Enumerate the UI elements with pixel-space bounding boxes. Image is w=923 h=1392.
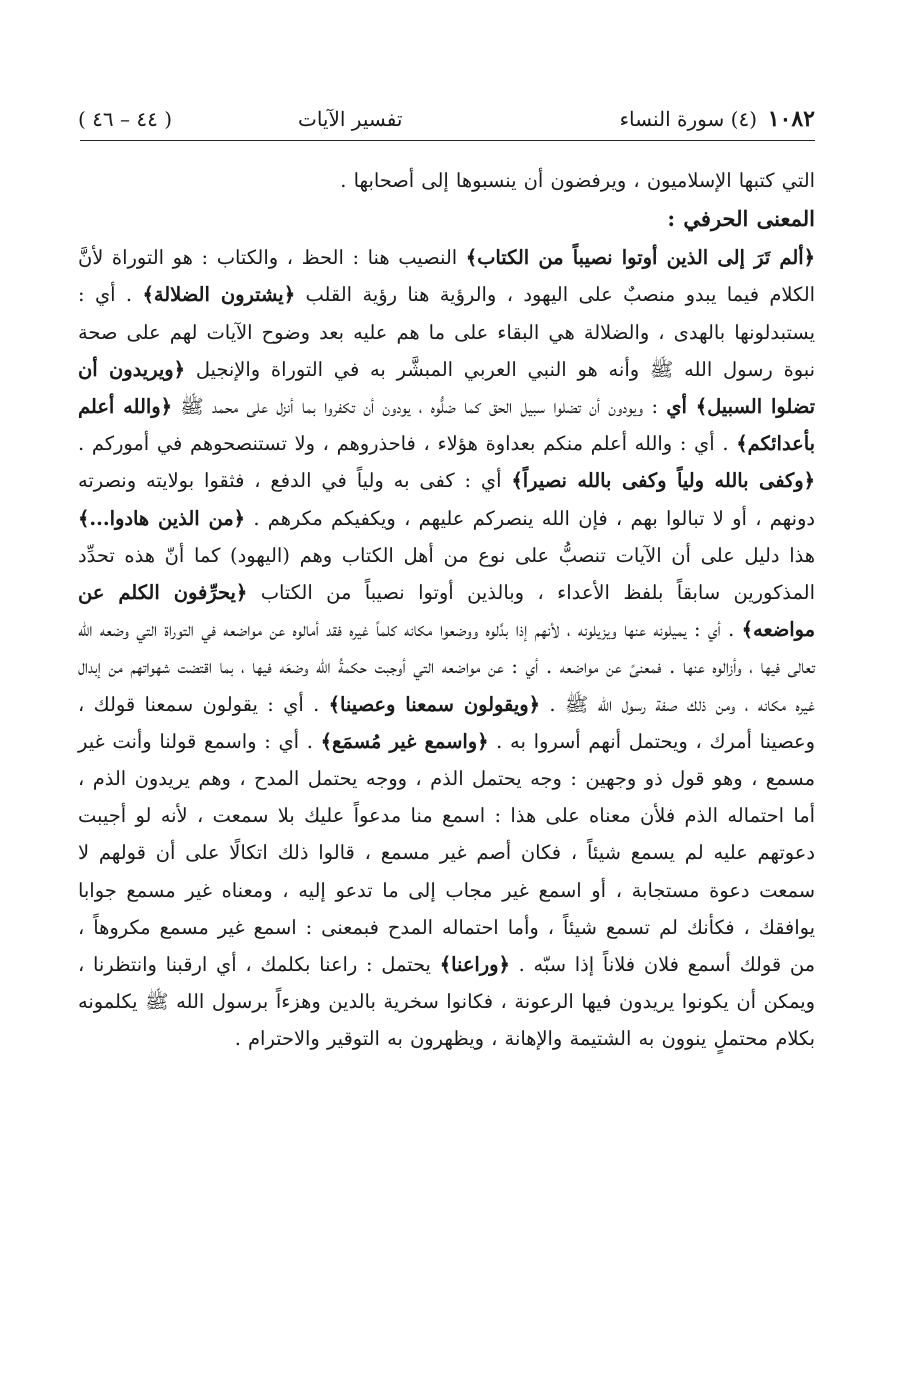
surah-title: (٤) سورة النساء <box>619 107 757 131</box>
verse-quote: ﴿والله أعلم بأعدائكم﴾ <box>78 395 815 456</box>
header-divider <box>80 140 815 141</box>
verse-quote: ﴿ويقولون سمعنا وعصينا﴾ <box>328 692 540 716</box>
commentary-text: هذا دليل على أن الآيات تنصبُّ على نوع من أهل الكتاب وهم (اليهود) كما أنّ هذه تحدِّد المذكورين سابقاً بلفظ الأعداء ، وبالذين أوتوا نصيباً من الكتاب <box>78 543 815 605</box>
commentary-text: . أي : يقولون سمعنا قولك ، وعصينا أمرك ، ويحتمل أنهم أسروا به . <box>78 692 815 753</box>
intro-paragraph: التي كتبها الإسلاميون ، ويرفضون أن ينسبوها إلى أصحابها . <box>340 169 815 192</box>
verse-quote: ﴿ألم تَرَ إلى الذين أوتوا نصيباً من الكتاب﴾ <box>465 246 815 270</box>
commentary-paragraph <box>78 239 815 1057</box>
commentary-text: . أي : واسمع قولنا وأنت غير مسمع ، وهو قول ذو وجهين : وجه يحتمل الذم ، ووجه يحتمل المدح ، وهم يريدون الذم ، أما احتماله الذم فلأن معناه على هذا : اسمع منا مدعواً عليك بلا سمعت ، لأنه لو أجيبت دعوتهم عليه لم يسمع شيئاً ، فكان أصم غير مسمع ، قالوا ذلك اتكالًا على أن قولهم لا سمعت دعوة مستجابة ، أو اسمع غير مجاب إلى ما تدعو إليه ، ومعناه غير مسمع جوابا يوافقك ، فكأنك لم تسمع شيئاً ، وأما احتماله المدح فبمعنى : اسمع غير مسمع مكروهاً ، من قولك أسمع فلان فلاناً إذا سبّه . <box>78 729 815 977</box>
section-heading: المعنى الحرفي : <box>667 206 815 232</box>
page-number: ١٠٨٢ <box>767 106 815 132</box>
verse-quote: ﴿يشترون الضلالة﴾ <box>142 283 296 307</box>
verse-quote: ﴿ويريدون أن تضلوا السبيل﴾ أي <box>78 357 816 419</box>
page-body <box>78 162 815 1058</box>
commentary-text: يحتمل : راعنا بكلمك ، أي ارقبنا وانتظرنا ، ويمكن أن يكونوا يريدون فيها الرعونة ، فكانوا سخرية بالدين وهزءاً برسول الله ﷺ يكلمونه بكلام محتملٍ ينوون به الشتيمة والإهانة ، ويظهرون به التوقير والاحترام . <box>78 953 815 1051</box>
verse-range: ( ٤٤ – ٤٦ ) <box>78 107 173 131</box>
commentary-text: النصيب هنا : الحظ ، والكتاب : هو التوراة لأنَّ الكلام فيما يبدو منصبٌ على اليهود ، والرؤية هنا رؤية القلب <box>78 246 816 307</box>
section-title: تفسير الآيات <box>298 107 403 131</box>
verse-quote: ﴿من الذين هادوا...﴾ <box>78 506 246 530</box>
commentary-text: . أي : يميلونه عنها ويزيلونه ، لأنهم إذا بدَّلوه ووضعوا مكانه كلماً غيره فقد أمالوه عن مواضعه في التوراة التي وضعه الله تعالى فيها ، وأزالوه عنها . فمعنىً عن مواضعه . أي : عن مواضعه التي أوجبت حكمةُ الله وضعَه فيها ، بما اقتضت شهواتهم من إبدال غيره مكانه ، ومن ذلك صفة رسول الله ﷺ . <box>78 618 815 716</box>
commentary-text: أي : كفى به ولياً في الدفع ، فثقوا بولايته ونصرته دونهم ، أو لا تبالوا بهم ، فإن الله ينصركم عليهم ، ويكفيكم مكرهم . <box>78 469 815 530</box>
commentary-text: : ويودون أن تضلوا سبيل الحق كما ضلُّوه ، يودون أن تكفروا بما أنزل على محمد ﷺ <box>172 395 667 419</box>
commentary-text: . أي : والله أعلم منكم بعداوة هؤلاء ، فاحذروهم ، ولا تستنصحوهم في أموركم . <box>78 432 737 456</box>
commentary-text: . أي : يستبدلونها بالهدى ، والضلالة هي البقاء على ما هم عليه بعد وضوح الآيات لهم على صحة نبوة رسول الله ﷺ وأنه هو النبي العربي المبشَّر به في التوراة والإنجيل <box>78 283 815 381</box>
verse-quote: ﴿يحرِّفون الكلم عن مواضعه﴾ <box>78 581 815 642</box>
verse-quote: ﴿وكفى بالله ولياً وكفى بالله نصيراً﴾ <box>511 469 815 493</box>
verse-quote: ﴿واسمع غير مُسمَع﴾ <box>320 729 489 753</box>
page-header <box>78 104 815 138</box>
verse-quote: ﴿وراعنا﴾ <box>439 953 510 977</box>
